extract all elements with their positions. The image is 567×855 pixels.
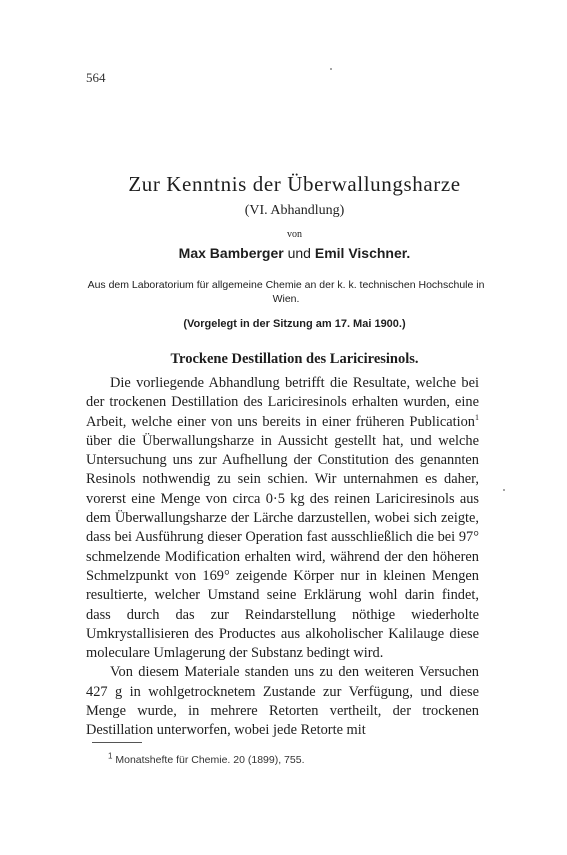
footnote (108, 751, 305, 766)
footnote-reference: 1 (475, 412, 479, 422)
author-2: Emil Vischner. (314, 245, 411, 261)
paper-speck (503, 489, 505, 491)
footnote-marker: 1 (108, 751, 113, 761)
body-text (86, 374, 479, 741)
paragraph-1-part-b: über die Überwallungsharze in Aussicht gestellt hat, und welche Untersuchung uns zur Aufhellung der Constitution des genannten Resinols nothwendig zu sein schien. Wir unternahmen es daher, vorerst eine Menge von circa 0·5 kg des reinen Lariciresinols aus dem Überwallungsharze der Lärche darzustellen, wobei sich zeigte, dass bei Ausführung dieser Operation fast ausschließlich die bei 97° schmelzende Modification erhalten wird, während der den höheren Schmelzpunkt von 169° zeigende Körper nur in kleinen Mengen resultierte, welcher Umstand seine Erklärung wohl darin findet, dass durch das zur Reindarstellung nöthige wiederholte Umkrystallisieren des Productes aus alkoholischer Kalilauge diese moleculare Umlagerung der Substanz bedingt wird. (86, 432, 479, 662)
authors (0, 245, 567, 261)
article-title: Zur Kenntnis der Überwallungsharze (128, 172, 461, 196)
footnote-text: Monatshefte für Chemie. 20 (1899), 755. (115, 754, 305, 766)
section-heading: Trockene Destillation des Lariciresinols. (170, 351, 419, 367)
affiliation: Aus dem Laboratorium für allgemeine Chemie an der k. k. technischen Hochschule in Wien. (87, 279, 485, 305)
author-1: Max Bamberger (178, 245, 284, 261)
page-number: 564 (86, 70, 106, 85)
paper-speck (330, 68, 332, 70)
paragraph-1-part-a: Die vorliegende Abhandlung betrifft die Resultate, welche bei der trockenen Destillation des Lariciresinols erhalten wurden, eine Arbeit, welche einer von uns bereits in einer früheren Publication (86, 375, 479, 430)
presentation-note: (Vorgelegt in der Sitzung am 17. Mai 1900.) (183, 318, 406, 330)
by-line: von (287, 229, 302, 240)
article-subtitle: (VI. Abhandlung) (244, 203, 345, 218)
footnote-divider (92, 742, 142, 743)
author-conjunction: und (287, 245, 311, 261)
paragraph-2: Von diesem Materiale standen uns zu den weiteren Versuchen 427 g in wohlgetrocknetem Zustande zur Verfügung, und diese Menge wurde, in mehrere Retorten vertheilt, der trockenen Destillation unterworfen, wobei jede Retorte mit (86, 664, 479, 739)
paragraph-1 (86, 374, 479, 663)
